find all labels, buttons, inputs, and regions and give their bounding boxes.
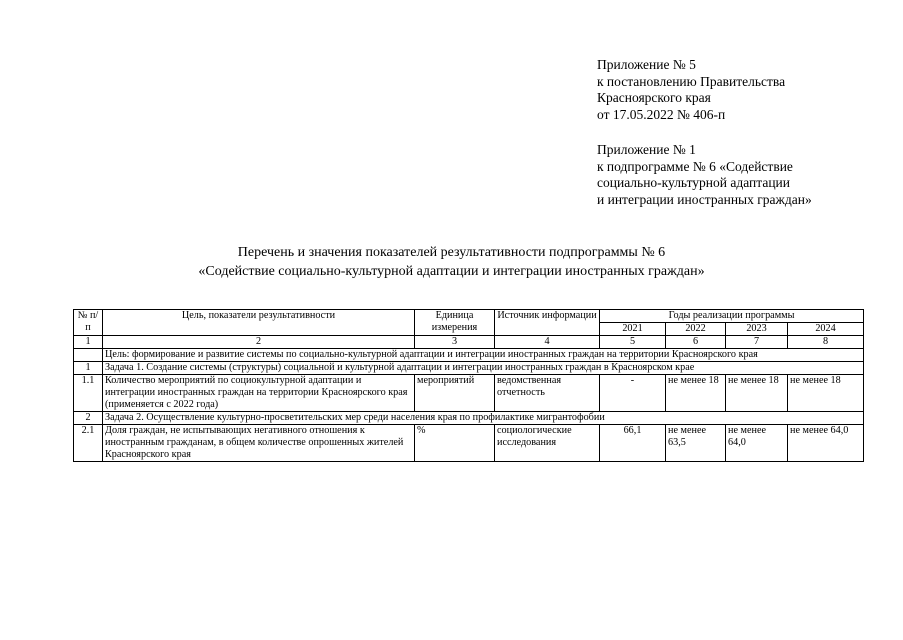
column-number: 2 [103, 336, 415, 349]
appendix-5-block [597, 57, 887, 123]
header-unit: Единица измерения [415, 310, 495, 336]
indicator-value-2021: 66,1 [600, 425, 666, 462]
indicator-value-2022: не менее 18 [666, 375, 726, 412]
indicator-row [74, 425, 864, 462]
indicators-table [73, 309, 864, 462]
task-row [74, 412, 864, 425]
task-num: 1 [74, 362, 103, 375]
indicator-value-2024: не менее 64,0 [788, 425, 864, 462]
appendix-1-block [597, 142, 887, 208]
header-year: 2024 [788, 323, 864, 336]
header-source: Источник информации [495, 310, 600, 336]
header-year: 2021 [600, 323, 666, 336]
task-num: 2 [74, 412, 103, 425]
appendix-line: к постановлению Правительства [597, 73, 786, 89]
appendix-line: социально-культурной адаптации [597, 175, 790, 190]
appendix-line: и интеграции иностранных граждан» [597, 191, 812, 207]
column-number: 1 [74, 336, 103, 349]
column-numbers-row [74, 336, 864, 349]
appendix-line: Приложение № 1 [597, 142, 696, 157]
task-text: Задача 2. Осуществление культурно-просветительских мер среди населения края по профилактике мигрантофобии [103, 412, 864, 425]
header-years-group: Годы реализации программы [600, 310, 864, 323]
appendix-line: к подпрограмме № 6 «Содействие [597, 158, 793, 174]
column-number: 8 [788, 336, 864, 349]
goal-num-cell [74, 349, 103, 362]
column-number: 6 [666, 336, 726, 349]
indicator-value-2024: не менее 18 [788, 375, 864, 412]
indicator-row [74, 375, 864, 412]
indicator-source: социологические исследования [495, 425, 600, 462]
header-year: 2023 [726, 323, 788, 336]
appendix-line: от 17.05.2022 № 406-п [597, 106, 726, 122]
header-goal: Цель, показатели результативности [103, 310, 415, 336]
indicator-num: 1.1 [74, 375, 103, 412]
title-line-1: Перечень и значения показателей результативности подпрограммы № 6 [237, 245, 666, 260]
title-line-2: «Содействие социально-культурной адаптации и интеграции иностранных граждан» [198, 264, 705, 279]
document-title [0, 243, 903, 281]
indicator-text: Доля граждан, не испытывающих негативного отношения к иностранным гражданам, в общем количестве опрошенных жителей Красноярского края [103, 425, 415, 462]
indicator-source: ведомственная отчетность [495, 375, 600, 412]
column-number: 4 [495, 336, 600, 349]
indicator-value-2022: не менее 63,5 [666, 425, 726, 462]
indicator-value-2023: не менее 64,0 [726, 425, 788, 462]
indicator-unit: мероприятий [415, 375, 495, 412]
header-num: № п/п [74, 310, 103, 336]
column-number: 5 [600, 336, 666, 349]
indicator-value-2023: не менее 18 [726, 375, 788, 412]
indicator-value-2021: - [600, 375, 666, 412]
task-text: Задача 1. Создание системы (структуры) социальной и культурной адаптации и интеграции иностранных граждан в Красноярском крае [103, 362, 864, 375]
appendix-line: Красноярского края [597, 90, 711, 105]
header-year: 2022 [666, 323, 726, 336]
header-row [74, 310, 864, 323]
column-number: 3 [415, 336, 495, 349]
indicator-num: 2.1 [74, 425, 103, 462]
task-row [74, 362, 864, 375]
goal-text: Цель: формирование и развитие системы по социально-культурной адаптации и интеграции иностранных граждан на территории Красноярского края [103, 349, 864, 362]
appendix-line: Приложение № 5 [597, 57, 696, 72]
indicator-unit: % [415, 425, 495, 462]
indicator-text: Количество мероприятий по социокультурной адаптации и интеграции иностранных граждан на территории Красноярского края (применяется с 2022 года) [103, 375, 415, 412]
column-number: 7 [726, 336, 788, 349]
goal-row [74, 349, 864, 362]
